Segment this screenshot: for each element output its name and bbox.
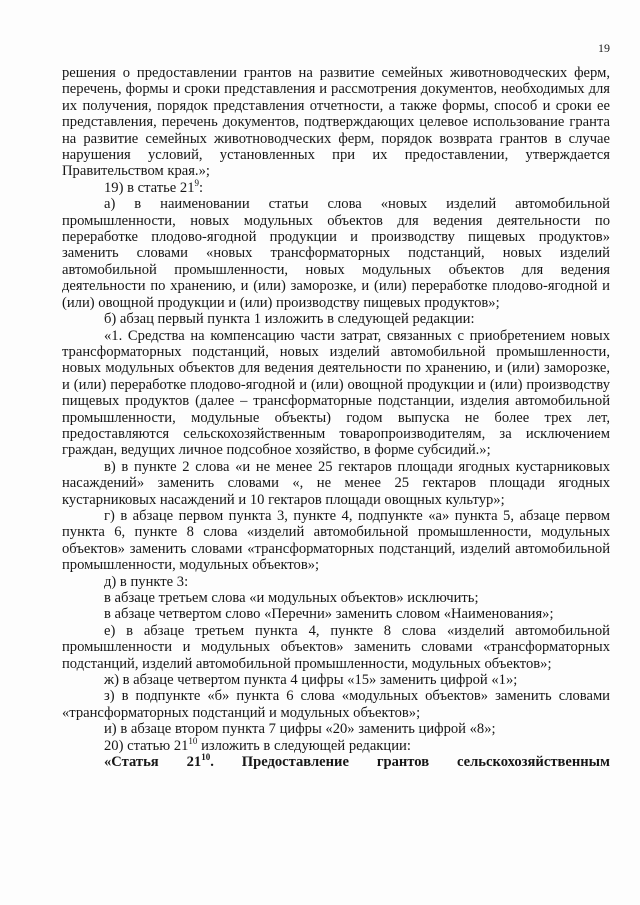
subitem-b: б) абзац первый пункта 1 изложить в следующей редакции: [104, 311, 475, 328]
subitem-a: а) в наименовании статьи слова «новых изделий автомобильной промышленности, новых модульных объектов для ведения деятельности по переработке плодово-ягодной продукции и производству пищевых продуктов» заменить словами «новых трансформаторных подстанций, новых изделий автомобильной промышленности, новых модульных объектов для ведения деятельности по хранению, и (или) заморозке, и (или) переработке плодово-ягодной и (или) овощной продукции и (или) производству пищевых продуктов»; [62, 196, 610, 311]
item-19-text: 19) в статье 21 [104, 179, 195, 196]
item-20-text-end: изложить в следующей редакции: [197, 737, 411, 754]
subitem-v: в) в пункте 2 слова «и не менее 25 гектаров площади ягодных кустарниковых насаждений» заменить словами «, не менее 25 гектаров площади ягодных кустарниковых насаждений и 10 гектаров площади овощных культур»; [62, 458, 610, 508]
item-19-heading [62, 177, 610, 196]
article-title [62, 754, 610, 770]
item-20-heading [62, 735, 610, 754]
subitem-d: д) в пункте 3: [104, 573, 189, 590]
paragraph-continuation: решения о предоставлении грантов на развитие семейных животноводческих ферм, перечень, формы и сроки представления и рассмотрения документов, необходимых для их получения, порядок представления отчетности, а также формы, способ и сроки ее представления, перечень документов, подтверждающих целевое использование гранта на развитие семейных животноводческих ферм, порядок возврата грантов в случае нарушения условий, установленных при их предоставлении, утверждается Правительством края.»; [62, 65, 610, 180]
article-title-end: . Предоставление грантов сельскохозяйственным [210, 754, 610, 771]
item-20-superscript: 10 [188, 735, 198, 746]
subitem-z: з) в подпункте «б» пункта 6 слова «модульных объектов» заменить словами «трансформаторных подстанций и модульных объектов»; [62, 688, 610, 721]
document-body [62, 65, 610, 770]
article-title-start: «Статья 21 [104, 754, 202, 771]
subitem-e: е) в абзаце третьем пункта 4, пункте 8 слова «изделий автомобильной промышленности и модульных объектов» заменить словами «трансформаторных подстанций, изделий автомобильной промышленности, модульных объектов»; [62, 622, 610, 672]
subitem-g: г) в абзаце первом пункта 3, пункте 4, подпункте «а» пункта 5, абзаце первом пункта 6, пункте 8 слова «изделий автомобильной промышленности, модульных объектов» заменить словами «трансформаторных подстанций, изделий автомобильной промышленности, модульных объектов»; [62, 507, 610, 574]
quoted-clause-1: «1. Средства на компенсацию части затрат, связанных с приобретением новых трансформаторных подстанций, новых изделий автомобильной промышленности, новых модульных объектов для ведения деятельности по хранению, и (или) заморозке, и (или) переработке плодово-ягодной и (или) овощной продукции и (или) производству пищевых продуктов (далее – трансформаторные подстанции, изделия автомобильной промышленности, модульные объекты) годом выпуска не более трех лет, предоставляются сельскохозяйственным товаропроизводителям, за исключением граждан, ведущих личное подсобное хозяйство, в форме субсидий.»; [62, 327, 610, 459]
subitem-i: и) в абзаце втором пункта 7 цифры «20» заменить цифрой «8»; [104, 721, 496, 738]
subitem-zh: ж) в абзаце четвертом пункта 4 цифры «15» заменить цифрой «1»; [104, 672, 518, 689]
article-title-superscript: 10 [201, 752, 211, 763]
subitem-d-para-4: в абзаце четвертом слово «Перечни» заменить словом «Наименования»; [104, 606, 554, 623]
item-19-superscript: 9 [194, 177, 200, 188]
page-number: 19 [598, 41, 610, 55]
item-20-text: 20) статью 21 [104, 737, 189, 754]
item-19-colon: : [199, 179, 204, 196]
subitem-d-para-3: в абзаце третьем слова «и модульных объектов» исключить; [104, 590, 479, 606]
